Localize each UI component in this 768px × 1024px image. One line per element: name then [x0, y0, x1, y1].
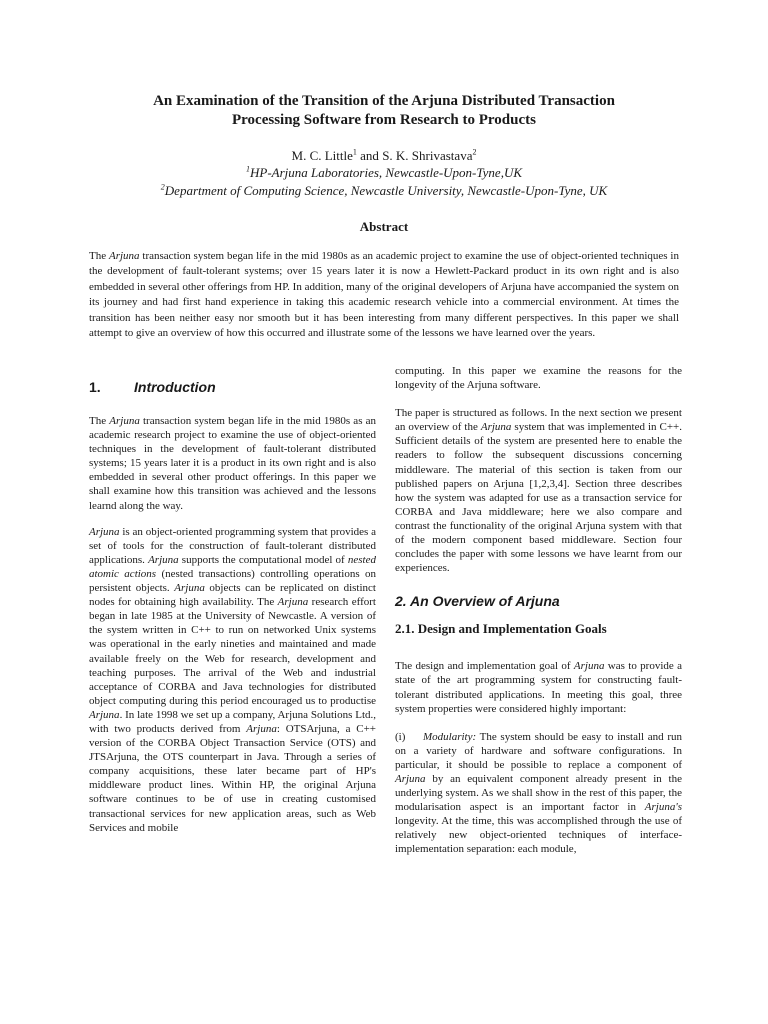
- list-item-label: (i): [395, 730, 406, 743]
- affiliation-1-mark: 1: [245, 164, 250, 174]
- intro-paragraph-2: Arjuna is an object-oriented programming system that provides a set of tools for the construction of fault-tolerant distributed applications. Arjuna supports the computational model of nested atomic actions (nested transactions) controlling operations on persistent objects. Arjuna objects can be replicated on distinct nodes for obtaining high availability. The Arjuna research effort began in late 1985 at the University of Newcastle. A version of the system written in C++ to run on networked Unix systems was operational in the early nineties and maintained and made available freely on the Web for research, development and teaching purposes. The arrival of the Web and industrial acceptance of CORBA and Java technologies for distributed object computing during this period encouraged us to productise Arjuna. In late 1998 we set up a company, Arjuna Solutions Ltd., with two products derived from Arjuna: OTSArjuna, a C++ version of the CORBA Object Transaction Service (OTS) and JTSArjuna, the OTS counterpart in Java. Through a series of company acquisitions, these later became part of HP's middleware product lines. Within HP, the original Arjuna software continues to be of use in creating customised transactional services for new application areas, such as Web Services and mobile: [89, 525, 377, 834]
- title-line-1: An Examination of the Transition of the Arjuna Distributed Transaction: [153, 93, 615, 109]
- abstract-paragraph: The Arjuna transaction system began life in the mid 1980s as an academic project to examine the use of object-oriented techniques in the development of fault-tolerant systems; over 15 years later it is now a Hewlett-Packard product in its own right and is also embedded in several other offerings from HP. In addition, many of the original developers of Arjuna have accompanied the system on its journey and had first hand experience in taking this academic research vehicle into a commercial environment. At times the transition has been neither easy nor smooth but it has been interesting from many different perspectives. In this paper we shall attempt to give an overview of how this occurred and illustrate some of the lessons we have learned over the years.: [89, 250, 679, 340]
- affiliation-1-text: HP-Arjuna Laboratories, Newcastle-Upon-Tyne,UK: [249, 165, 523, 180]
- affiliation-2-text: Department of Computing Science, Newcastle University, Newcastle-Upon-Tyne, UK: [164, 183, 608, 198]
- section-1-number: 1.: [89, 379, 101, 395]
- affiliation-2: [0, 183, 768, 198]
- paper-title: [80, 92, 688, 130]
- section-1-heading: [89, 380, 376, 414]
- author-conjunction: and: [356, 148, 383, 163]
- affiliation-1: [0, 165, 768, 180]
- affiliation-2-mark: 2: [160, 182, 165, 192]
- design-goals-paragraph: The design and implementation goal of Arjuna was to provide a state of the art programming system for constructing fault-tolerant distributed applications. In meeting this goal, three system properties were considered highly important:: [395, 660, 682, 715]
- intro-paragraph-3: computing. In this paper we examine the reasons for the longevity of the Arjuna software.: [395, 365, 682, 392]
- right-column: [395, 364, 682, 857]
- abstract-heading: Abstract: [359, 219, 409, 234]
- subsection-2-1-heading: 2.1. Design and Implementation Goals: [395, 621, 607, 637]
- author-list: [0, 148, 768, 163]
- section-2-heading: 2. An Overview of Arjuna: [395, 593, 560, 610]
- intro-paragraph-1: The Arjuna transaction system began life in the mid 1980s as an academic research project to examine the use of object-oriented techniques in the development of fault-tolerant distributed systems; 15 years later it is a product in its own right and is also embedded in several other product offerings. In this paper we shall examine how this transition was achieved and the lessons learnd along the way.: [89, 415, 377, 512]
- author-2-affil-mark: 2: [472, 147, 477, 157]
- intro-paragraph-4: The paper is structured as follows. In the next section we present an overview of the Arjuna system that was implemented in C++. Sufficient details of the system are presented here to enable the readers to follow the subsequent discussions concerning middleware. The material of this section is taken from our published papers on Arjuna [1,2,3,4]. Section three describes how the system was adapted for use as a transaction service for CORBA and Java middleware; here we also compare and contrast the functionality of the original Arjuna system with that of the modern component based middleware. Section four concludes the paper with some lessons we have learnt from our experiences.: [395, 407, 682, 575]
- left-column: [89, 364, 376, 835]
- author-2: S. K. Shrivastava: [382, 148, 473, 163]
- modularity-item: (i) Modularity: The system should be easy to install and run on a variety of hardware and software configurations. In particular, it should be possible to replace a component of Arjuna by an equivalent component already present in the underlying system. As we shall show in the rest of this paper, the modularisation aspect is an important factor in Arjuna's longevity. At the time, this was accomplished through the use of relatively new object-oriented techniques of interface-implementation separation: each module,: [395, 730, 682, 856]
- section-1-title: Introduction: [134, 379, 216, 395]
- modularity-term: Modularity:: [423, 730, 477, 743]
- author-1: M. C. Little: [291, 148, 353, 163]
- author-1-affil-mark: 1: [352, 147, 357, 157]
- title-line-2: Processing Software from Research to Products: [232, 112, 536, 128]
